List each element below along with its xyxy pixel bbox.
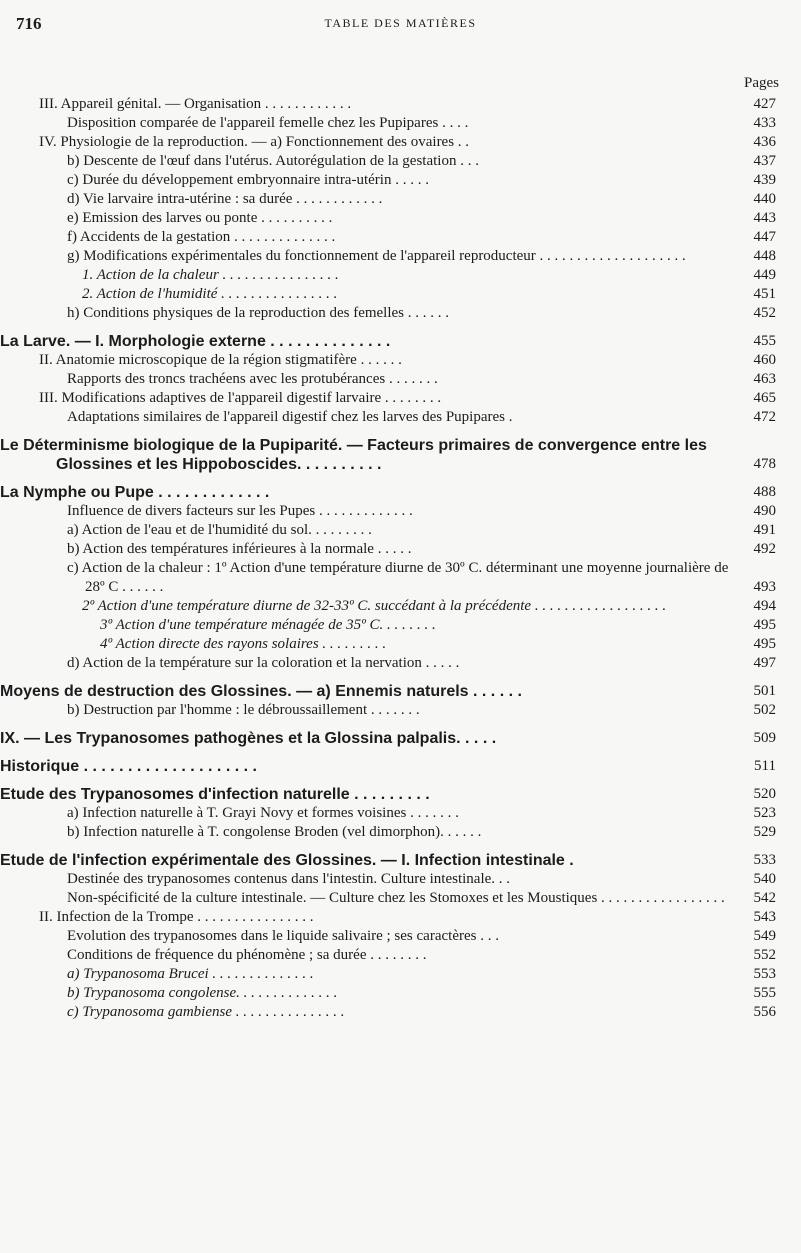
toc-entry [0, 965, 801, 984]
toc-entry-page: 495 [753, 617, 776, 633]
toc-entry-page: 492 [753, 541, 776, 557]
toc-entry-text: f) Accidents de la gestation . . . . . . . . . . . . . . [67, 229, 336, 245]
toc-entry-page: 493 [753, 579, 776, 595]
running-title: TABLE DES MATIÈRES [324, 16, 477, 30]
toc-entry-text: Disposition comparée de l'appareil femelle chez les Pupipares . . . . [67, 115, 469, 131]
toc-entry-page: 556 [753, 1004, 776, 1020]
toc-entry [0, 171, 801, 190]
toc-entry-text: II. Anatomie microscopique de la région stigmatifère . . . . . . [39, 352, 402, 368]
toc-entry [0, 389, 801, 408]
toc-entry-page: 439 [753, 172, 776, 188]
toc-entry-page: 553 [753, 966, 776, 982]
toc-entry-text: c) Trypanosoma gambiense . . . . . . . . . . . . . . . [67, 1004, 345, 1020]
toc-entry-page: 494 [753, 598, 776, 614]
toc-entry [0, 851, 801, 870]
toc-entry-page: 452 [753, 305, 776, 321]
toc-entry-text: b) Destruction par l'homme : le débroussaillement . . . . . . . [67, 702, 420, 718]
toc-entry [0, 266, 801, 285]
toc-entry [0, 285, 801, 304]
toc-entry-page: 523 [753, 805, 776, 821]
toc-entry [0, 370, 801, 389]
toc-entry-text: b) Infection naturelle à T. congolense Broden (vel dimorphon). . . . . . [67, 824, 482, 840]
toc-entry-text: Conditions de fréquence du phénomène ; sa durée . . . . . . . . [67, 947, 427, 963]
toc-entry-page: 478 [753, 456, 776, 472]
toc-entry-text: Etude de l'infection expérimentale des Glossines. — I. Infection intestinale . [0, 852, 574, 869]
toc-entry [0, 559, 801, 597]
toc-entry [0, 889, 801, 908]
toc-entry-text: IV. Physiologie de la reproduction. — a) Fonctionnement des ovaires . . [39, 134, 470, 150]
toc-entry-page: 529 [753, 824, 776, 840]
toc-entry [0, 521, 801, 540]
toc-entry-text: 3º Action d'une température ménagée de 35º C. . . . . . . . [100, 617, 436, 633]
toc-entry-page: 491 [753, 522, 776, 538]
toc-entry [0, 823, 801, 842]
toc-entry [0, 785, 801, 804]
toc-entry-page: 555 [753, 985, 776, 1001]
toc-entry-text: h) Conditions physiques de la reproduction des femelles . . . . . . [67, 305, 450, 321]
toc-entry-text: II. Infection de la Trompe . . . . . . . . . . . . . . . . [39, 909, 314, 925]
toc-entry [0, 190, 801, 209]
toc-entry-text: b) Descente de l'œuf dans l'utérus. Autorégulation de la gestation . . . [67, 153, 479, 169]
toc-entry-text: 2º Action d'une température diurne de 32-33º C. succédant à la précédente . . . . . . . . . . . . . . . . . . [82, 598, 667, 614]
toc-entry-page: 495 [753, 636, 776, 652]
toc-entry-text: Moyens de destruction des Glossines. — a) Ennemis naturels . . . . . . [0, 683, 522, 700]
toc-entry-page: 490 [753, 503, 776, 519]
toc-entry-text: 2. Action de l'humidité . . . . . . . . . . . . . . . . [82, 286, 338, 302]
toc-entry-page: 449 [753, 267, 776, 283]
toc-entry [0, 908, 801, 927]
toc-entry [0, 635, 801, 654]
toc-entry-page: 447 [753, 229, 776, 245]
toc-entry-text: Non-spécificité de la culture intestinale. — Culture chez les Stomoxes et les Moustiques . . . . . . . . . . . . . . . . . [67, 890, 725, 906]
toc-entry [0, 984, 801, 1003]
toc-entry-page: 549 [753, 928, 776, 944]
toc-entry [0, 304, 801, 323]
toc-entry-page: 460 [753, 352, 776, 368]
toc-entry-text: 1. Action de la chaleur . . . . . . . . . . . . . . . . [82, 267, 339, 283]
toc-entry-page: 511 [754, 758, 776, 774]
toc-entry-page: 451 [753, 286, 776, 302]
table-of-contents [0, 95, 801, 1022]
toc-entry [0, 408, 801, 427]
toc-entry [0, 701, 801, 720]
toc-entry-page: 542 [753, 890, 776, 906]
toc-entry-page: 440 [753, 191, 776, 207]
toc-entry-page: 533 [753, 852, 776, 868]
toc-entry-page: 443 [753, 210, 776, 226]
toc-entry [0, 95, 801, 114]
toc-entry [0, 152, 801, 171]
toc-entry-page: 465 [753, 390, 776, 406]
toc-entry [0, 228, 801, 247]
toc-entry-text: Le Déterminisme biologique de la Pupiparité. — Facteurs primaires de convergence entre les Glossines et les Hippoboscides. . . . . . . . . . [0, 437, 707, 473]
toc-entry [0, 114, 801, 133]
toc-entry [0, 483, 801, 502]
toc-entry-page: 501 [753, 683, 776, 699]
toc-entry-text: Evolution des trypanosomes dans le liquide salivaire ; ses caractères . . . [67, 928, 499, 944]
toc-entry [0, 209, 801, 228]
toc-entry-page: 497 [753, 655, 776, 671]
toc-entry-text: IX. — Les Trypanosomes pathogènes et la Glossina palpalis. . . . . [0, 730, 497, 747]
toc-entry-text: Destinée des trypanosomes contenus dans l'intestin. Culture intestinale. . . [67, 871, 511, 887]
toc-entry-page: 472 [753, 409, 776, 425]
toc-entry-text: III. Modifications adaptives de l'appareil digestif larvaire . . . . . . . . [39, 390, 442, 406]
toc-entry-text: a) Infection naturelle à T. Grayi Novy et formes voisines . . . . . . . [67, 805, 459, 821]
toc-entry-page: 509 [753, 730, 776, 746]
toc-entry-text: b) Action des températures inférieures à la normale . . . . . [67, 541, 412, 557]
toc-entry-text: c) Durée du développement embryonnaire intra-utérin . . . . . [67, 172, 429, 188]
toc-entry-text: La Larve. — I. Morphologie externe . . . . . . . . . . . . . . [0, 333, 391, 350]
toc-entry-page: 540 [753, 871, 776, 887]
toc-entry-page: 543 [753, 909, 776, 925]
toc-entry [0, 540, 801, 559]
toc-entry [0, 436, 801, 474]
toc-entry-text: c) Action de la chaleur : 1º Action d'une température diurne de 30º C. déterminant une moyenne journalière de 28º C . . . . . . [67, 560, 729, 595]
toc-entry-text: e) Emission des larves ou ponte . . . . . . . . . . [67, 210, 333, 226]
toc-entry [0, 757, 801, 776]
toc-entry-text: 4º Action directe des rayons solaires . . . . . . . . . [100, 636, 387, 652]
toc-entry-page: 455 [753, 333, 776, 349]
pages-column-label: Pages [744, 75, 779, 91]
page-number: 716 [16, 14, 42, 33]
toc-entry [0, 133, 801, 152]
toc-entry [0, 351, 801, 370]
toc-entry [0, 946, 801, 965]
toc-entry-page: 552 [753, 947, 776, 963]
toc-entry [0, 682, 801, 701]
toc-entry [0, 1003, 801, 1022]
toc-entry-page: 448 [753, 248, 776, 264]
toc-entry-text: III. Appareil génital. — Organisation . . . . . . . . . . . . [39, 96, 352, 112]
toc-entry [0, 804, 801, 823]
toc-entry [0, 332, 801, 351]
toc-entry-page: 433 [753, 115, 776, 131]
toc-entry [0, 729, 801, 748]
toc-entry-text: Rapports des troncs trachéens avec les protubérances . . . . . . . [67, 371, 438, 387]
toc-entry-text: d) Action de la température sur la coloration et la nervation . . . . . [67, 655, 460, 671]
toc-entry-text: a) Action de l'eau et de l'humidité du sol. . . . . . . . . [67, 522, 372, 538]
toc-entry-text: Historique . . . . . . . . . . . . . . . . . . . . [0, 758, 257, 775]
toc-entry-text: Adaptations similaires de l'appareil digestif chez les larves des Pupipares . [67, 409, 513, 425]
toc-entry-text: d) Vie larvaire intra-utérine : sa durée . . . . . . . . . . . . [67, 191, 383, 207]
toc-entry [0, 616, 801, 635]
toc-entry-text: g) Modifications expérimentales du fonctionnement de l'appareil reproducteur . . . . . . . . . . . . . . . . . . . . [67, 248, 686, 264]
toc-entry [0, 654, 801, 673]
toc-entry-page: 463 [753, 371, 776, 387]
toc-entry-page: 488 [753, 484, 776, 500]
toc-entry-page: 520 [753, 786, 776, 802]
toc-entry-page: 427 [753, 96, 776, 112]
toc-entry [0, 870, 801, 889]
toc-entry-page: 502 [753, 702, 776, 718]
toc-entry-text: b) Trypanosoma congolense. . . . . . . . . . . . . . [67, 985, 338, 1001]
toc-entry [0, 247, 801, 266]
toc-entry-text: Etude des Trypanosomes d'infection naturelle . . . . . . . . . [0, 786, 430, 803]
toc-entry-page: 437 [753, 153, 776, 169]
toc-entry-text: a) Trypanosoma Brucei . . . . . . . . . . . . . . [67, 966, 314, 982]
toc-entry [0, 597, 801, 616]
toc-entry-page: 436 [753, 134, 776, 150]
toc-entry [0, 927, 801, 946]
toc-entry-text: La Nymphe ou Pupe . . . . . . . . . . . . . [0, 484, 270, 501]
toc-entry [0, 502, 801, 521]
toc-entry-text: Influence de divers facteurs sur les Pupes . . . . . . . . . . . . . [67, 503, 413, 519]
